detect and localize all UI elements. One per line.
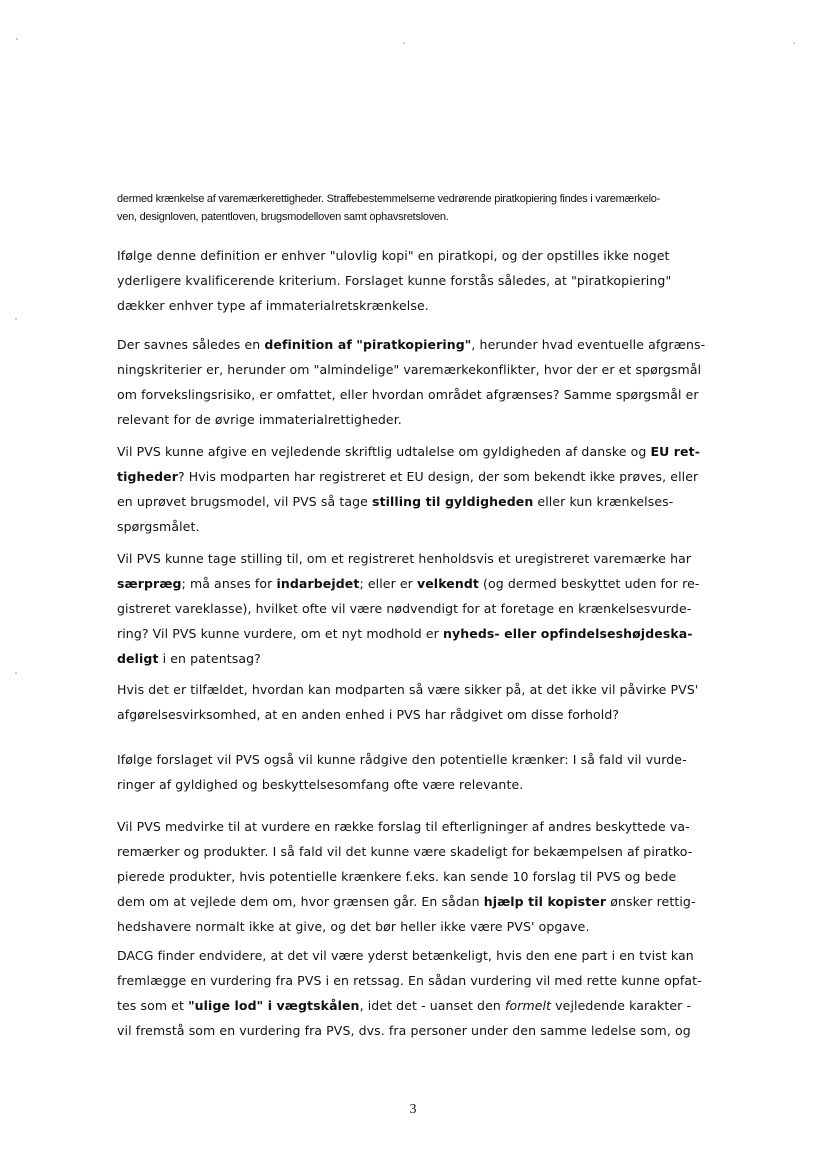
text-segment: ; eller er [359,576,417,591]
text-line: Ifølge forslaget vil PVS også vil kunne rådgive den potentielle krænker: I så fald vil vurde- [117,752,687,767]
text-line: ningskriterier er, herunder om "almindelige" varemærkekonflikter, hvor der er et spørgsmål [117,362,702,377]
text-segment: Vil PVS kunne afgive en vejledende skriftlig udtalelse om gyldigheden af danske og [117,444,651,459]
paragraph-validity [117,439,727,539]
paragraph-trademark [117,546,727,671]
bold-text: EU ret- [650,444,700,459]
text-line [117,646,727,671]
text-line: Vil PVS kunne tage stilling til, om et registreret henholdsvis et uregistreret varemærke har [117,551,692,566]
paragraph-imitations [117,814,727,939]
text-segment: Ifølge denne definition er enhver "ulovlig kopi" en piratkopi, og der opstilles ikke noget [117,248,670,263]
text-line [117,889,727,914]
bold-text: nyheds- eller opfindelseshøjdeska- [443,626,693,641]
bold-text: definition af "piratkopiering" [264,337,472,352]
paragraph-dacg [117,943,727,1043]
paragraph-advice [117,747,727,797]
page-number: 3 [409,1102,417,1117]
italic-text: formelt [504,998,552,1013]
footnote-line: dermed krænkelse af varemærkerettigheder. Straffebestemmelserne vedrørende piratkopiering findes i varemærkelo- [117,193,661,205]
scan-speck [16,38,18,40]
text-segment: tes som et [117,998,189,1013]
text-line [117,993,727,1018]
text-line [117,621,727,646]
text-segment: (og dermed beskyttet uden for re- [478,576,700,591]
text-segment: ? Hvis modparten har registreret et EU design, der som bekendt ikke prøves, eller [177,469,699,484]
text-segment: ; må anses for [181,576,277,591]
text-segment: en uprøvet brugsmodel, vil PVS så tage [117,494,373,509]
text-line [117,571,727,596]
text-line: DACG finder endvidere, at det vil være yderst betænkeligt, hvis den ene part i en tvist kan [117,948,694,963]
text-line: relevant for de øvrige immaterialrettigheder. [117,412,402,427]
text-segment: ønsker rettig- [606,894,696,909]
text-segment: eller kun krænkelses- [533,494,674,509]
text-segment: , idet det - uanset den [359,998,505,1013]
text-segment: Der savnes således en [117,337,265,352]
footnote [117,190,725,226]
text-line: vil fremstå som en vurdering fra PVS, dvs. fra personer under den samme ledelse som, og [117,1023,691,1038]
text-line: gistreret vareklasse), hvilket ofte vil være nødvendigt for at foretage en krænkelsesvurde- [117,601,692,616]
paragraph-missing-definition [117,332,727,432]
text-line [117,243,727,268]
paragraph-definition [117,243,727,318]
text-line: afgørelsesvirksomhed, at en anden enhed i PVS har rådgivet om disse forhold? [117,707,620,722]
bold-text: stilling til gyldigheden [372,494,534,509]
text-segment: ring? Vil PVS kunne vurdere, om et nyt modhold er [117,626,443,641]
text-line: om forvekslingsrisiko, er omfattet, eller hvordan området afgrænses? Samme spørgsmål er [117,387,699,402]
text-line [117,464,727,489]
text-line: fremlægge en vurdering fra PVS i en retssag. En sådan vurdering vil med rette kunne opfat- [117,973,702,988]
text-line: Vil PVS medvirke til at vurdere en række forslag til efterligninger af andres beskyttede va- [117,819,690,834]
text-line: spørgsmålet. [117,519,200,534]
scan-speck [15,318,17,320]
bold-text: "ulige lod" i vægtskålen [188,998,360,1013]
text-line: pierede produkter, hvis potentielle krænkere f.eks. kan sende 10 forslag til PVS og bede [117,869,677,884]
scan-speck [403,42,405,44]
bold-text: hjælp til kopister [483,894,607,909]
bold-text: velkendt [416,576,479,591]
text-segment: vejledende karakter - [551,998,692,1013]
text-line: remærker og produkter. I så fald vil det kunne være skadeligt for bekæmpelsen af piratko- [117,844,693,859]
text-line: Hvis det er tilfældet, hvordan kan modparten så være sikker på, at det ikke vil påvirke PVS' [117,682,699,697]
text-line: yderligere kvalificerende kriterium. Forslaget kunne forstås således, at "piratkopiering" [117,273,672,288]
text-line [117,439,727,464]
bold-text: indarbejdet [276,576,360,591]
bold-text: deligt [117,651,159,666]
text-line: ringer af gyldighed og beskyttelsesomfang ofte være relevante. [117,777,524,792]
bold-text: særpræg [117,576,182,591]
scan-speck [793,42,795,44]
text-line: hedshavere normalt ikke at give, og det bør heller ikke være PVS' opgave. [117,919,590,934]
text-segment: dem om at vejlede dem om, hvor grænsen går. En sådan [117,894,484,909]
text-line: dækker enhver type af immaterialretskrænkelse. [117,298,429,313]
text-segment: i en patentsag? [158,651,261,666]
text-line [117,332,727,357]
text-line [117,489,727,514]
scan-speck [15,672,17,674]
bold-text: tigheder [117,469,178,484]
paragraph-counterparty [117,677,727,727]
text-segment: , herunder hvad eventuelle afgræns- [471,337,706,352]
footnote-line: ven, designloven, patentloven, brugsmodelloven samt ophavsretsloven. [117,211,449,223]
